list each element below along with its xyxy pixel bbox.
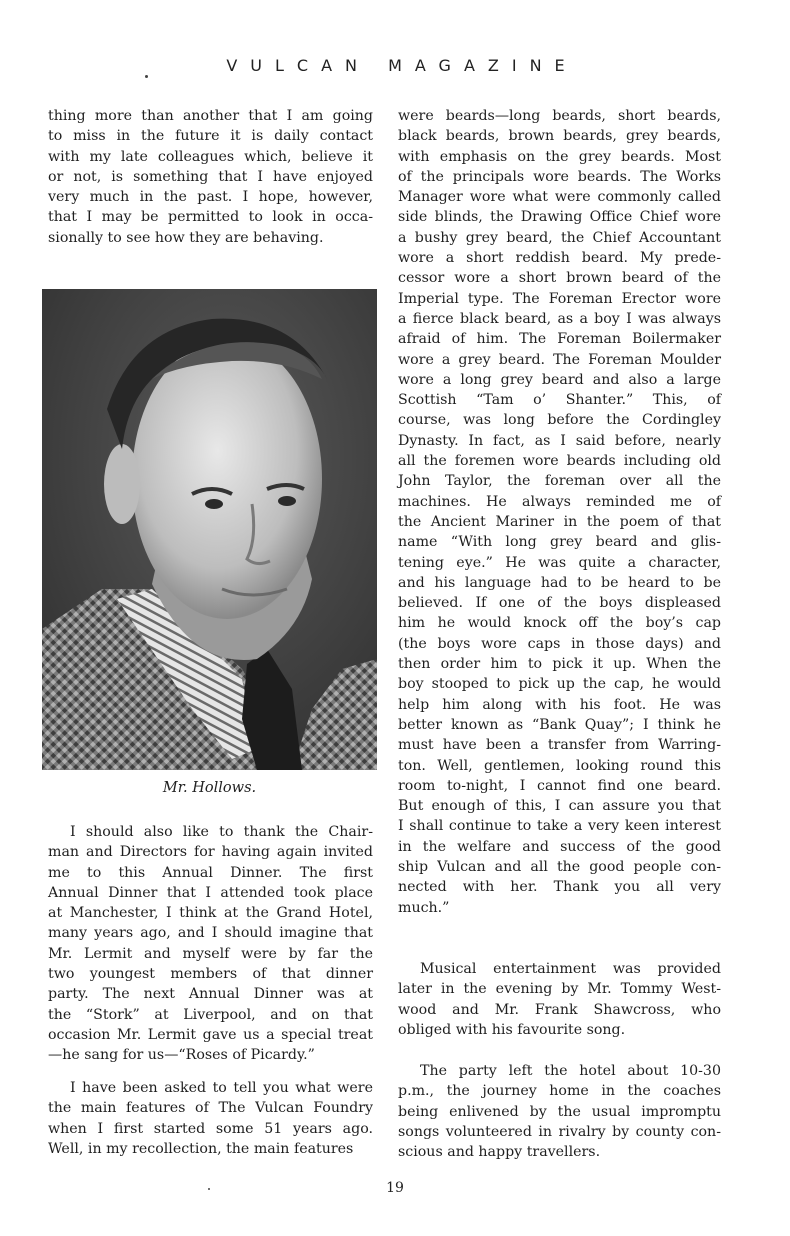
text-line: —he sang for us—“Roses of Picardy.” — [48, 1047, 315, 1064]
text-line: obliged with his favourite song. — [398, 1021, 626, 1038]
text-line: Mr. Lermit and myself were by far the — [48, 945, 373, 962]
text-line: course, was long before the Cordingley — [398, 412, 721, 429]
photo-caption: Mr. Hollows. — [162, 780, 257, 796]
text-line: But enough of this, I can assure you that — [398, 798, 721, 815]
text-line: of the principals wore beards. The Works — [398, 168, 721, 185]
text-line: believed. If one of the boys displeased — [398, 595, 721, 612]
text-line: name “With long grey beard and glis- — [398, 534, 721, 551]
right-column-bottom — [398, 1061, 721, 1162]
text-line: a bushy grey beard, the Chief Accountant — [398, 229, 721, 246]
text-line: cessor wore a short brown beard of the — [398, 270, 721, 287]
text-line: occasion Mr. Lermit gave us a special treat — [48, 1026, 373, 1043]
portrait-photo — [42, 289, 377, 770]
text-line: help him along with his foot. He was — [398, 696, 721, 713]
text-line: at Manchester, I think at the Grand Hotel, — [48, 905, 373, 922]
text-line: in the welfare and success of the good — [398, 838, 721, 855]
left-column — [48, 106, 373, 248]
text-line: two youngest members of that dinner — [48, 966, 373, 983]
text-line: side blinds, the Drawing Office Chief wore — [398, 209, 721, 226]
text-line: and his language had to be heard to be — [398, 574, 721, 591]
text-line: with my late colleagues which, believe it — [48, 148, 373, 165]
text-line: room to-night, I cannot find one beard. — [398, 777, 721, 794]
text-line: party. The next Annual Dinner was at — [48, 986, 373, 1003]
left-column-bottom — [48, 1078, 373, 1159]
text-line: a fierce black beard, as a boy I was always — [398, 310, 721, 327]
right-paragraph-1 — [398, 106, 721, 918]
left-paragraph-1 — [48, 106, 373, 248]
text-line: machines. He always reminded me of — [398, 493, 721, 510]
left-paragraph-3 — [48, 1078, 373, 1159]
text-line: very much in the past. I hope, however, — [48, 189, 373, 206]
text-line: or not, is something that I have enjoyed — [48, 168, 373, 185]
text-line: p.m., the journey home in the coaches — [398, 1083, 721, 1100]
page-number: 19 — [386, 1180, 404, 1196]
right-paragraph-3 — [398, 1061, 721, 1162]
right-column — [398, 106, 721, 918]
text-line: wood and Mr. Frank Shawcross, who — [398, 1001, 721, 1018]
text-line: tening eye.” He was quite a character, — [398, 554, 721, 571]
left-column-lower — [48, 822, 373, 1066]
text-line: him he would knock off the boy’s cap — [398, 615, 721, 632]
text-line: when I first started some 51 years ago. — [48, 1120, 373, 1137]
text-line: man and Directors for having again invited — [48, 844, 373, 861]
text-line: much.” — [398, 899, 450, 916]
text-line: John Taylor, the foreman over all the — [398, 473, 721, 490]
text-line: black beards, brown beards, grey beards, — [398, 128, 721, 145]
left-paragraph-2 — [48, 822, 373, 1066]
text-line: sionally to see how they are behaving. — [48, 229, 324, 246]
text-line: must have been a transfer from Warring- — [398, 737, 721, 754]
text-line: to miss in the future it is daily contact — [48, 128, 373, 145]
text-line: then order him to pick it up. When the — [398, 656, 721, 673]
portrait-image — [42, 289, 377, 770]
text-line: Imperial type. The Foreman Erector wore — [398, 290, 721, 307]
text-line: The party left the hotel about 10-30 — [420, 1063, 721, 1079]
text-line: boy stooped to pick up the cap, he would — [398, 676, 721, 693]
text-line: with emphasis on the grey beards. Most — [398, 148, 721, 165]
text-line: were beards—long beards, short beards, — [398, 108, 721, 124]
text-line: Musical entertainment was provided — [420, 961, 721, 977]
text-line: ton. Well, gentlemen, looking round this — [398, 757, 721, 774]
text-line: the “Stork” at Liverpool, and on that — [48, 1006, 373, 1023]
text-line: scious and happy travellers. — [398, 1144, 601, 1161]
print-speck — [145, 75, 148, 78]
text-line: thing more than another that I am going — [48, 108, 373, 124]
text-line: afraid of him. The Foreman Boilermaker — [398, 331, 721, 348]
text-line: better known as “Bank Quay”; I think he — [398, 716, 721, 733]
text-line: me to this Annual Dinner. The first — [48, 864, 373, 881]
text-line: songs volunteered in rivalry by county con- — [398, 1123, 721, 1140]
text-line: (the boys wore caps in those days) and — [398, 635, 721, 652]
text-line: later in the evening by Mr. Tommy West- — [398, 981, 721, 998]
text-line: wore a long grey beard and also a large — [398, 371, 721, 388]
text-line: I have been asked to tell you what were — [70, 1080, 373, 1096]
right-column-middle — [398, 959, 721, 1040]
right-paragraph-2 — [398, 959, 721, 1040]
text-line: wore a short reddish beard. My prede- — [398, 250, 721, 267]
text-line: ship Vulcan and all the good people con- — [398, 858, 721, 875]
text-line: Dynasty. In fact, as I said before, nearly — [398, 432, 721, 449]
text-line: the Ancient Mariner in the poem of that — [398, 513, 721, 530]
text-line: many years ago, and I should imagine that — [48, 925, 373, 942]
text-line: the main features of The Vulcan Foundry — [48, 1100, 373, 1117]
text-line: all the foremen wore beards including old — [398, 453, 721, 470]
text-line: nected with her. Thank you all very — [398, 879, 721, 896]
text-line: I should also like to thank the Chair- — [70, 824, 373, 840]
text-line: wore a grey beard. The Foreman Moulder — [398, 351, 721, 368]
text-line: Manager wore what were commonly called — [398, 189, 721, 206]
text-line: being enlivened by the usual impromptu — [398, 1103, 721, 1120]
text-line: Annual Dinner that I attended took place — [48, 884, 373, 901]
text-line: I shall continue to take a very keen interest — [398, 818, 721, 835]
magazine-title: VULCAN MAGAZINE — [226, 56, 578, 75]
text-line: Well, in my recollection, the main features — [48, 1140, 354, 1157]
text-line: that I may be permitted to look in occa- — [48, 209, 373, 226]
text-line: Scottish “Tam o’ Shanter.” This, of — [398, 392, 721, 409]
